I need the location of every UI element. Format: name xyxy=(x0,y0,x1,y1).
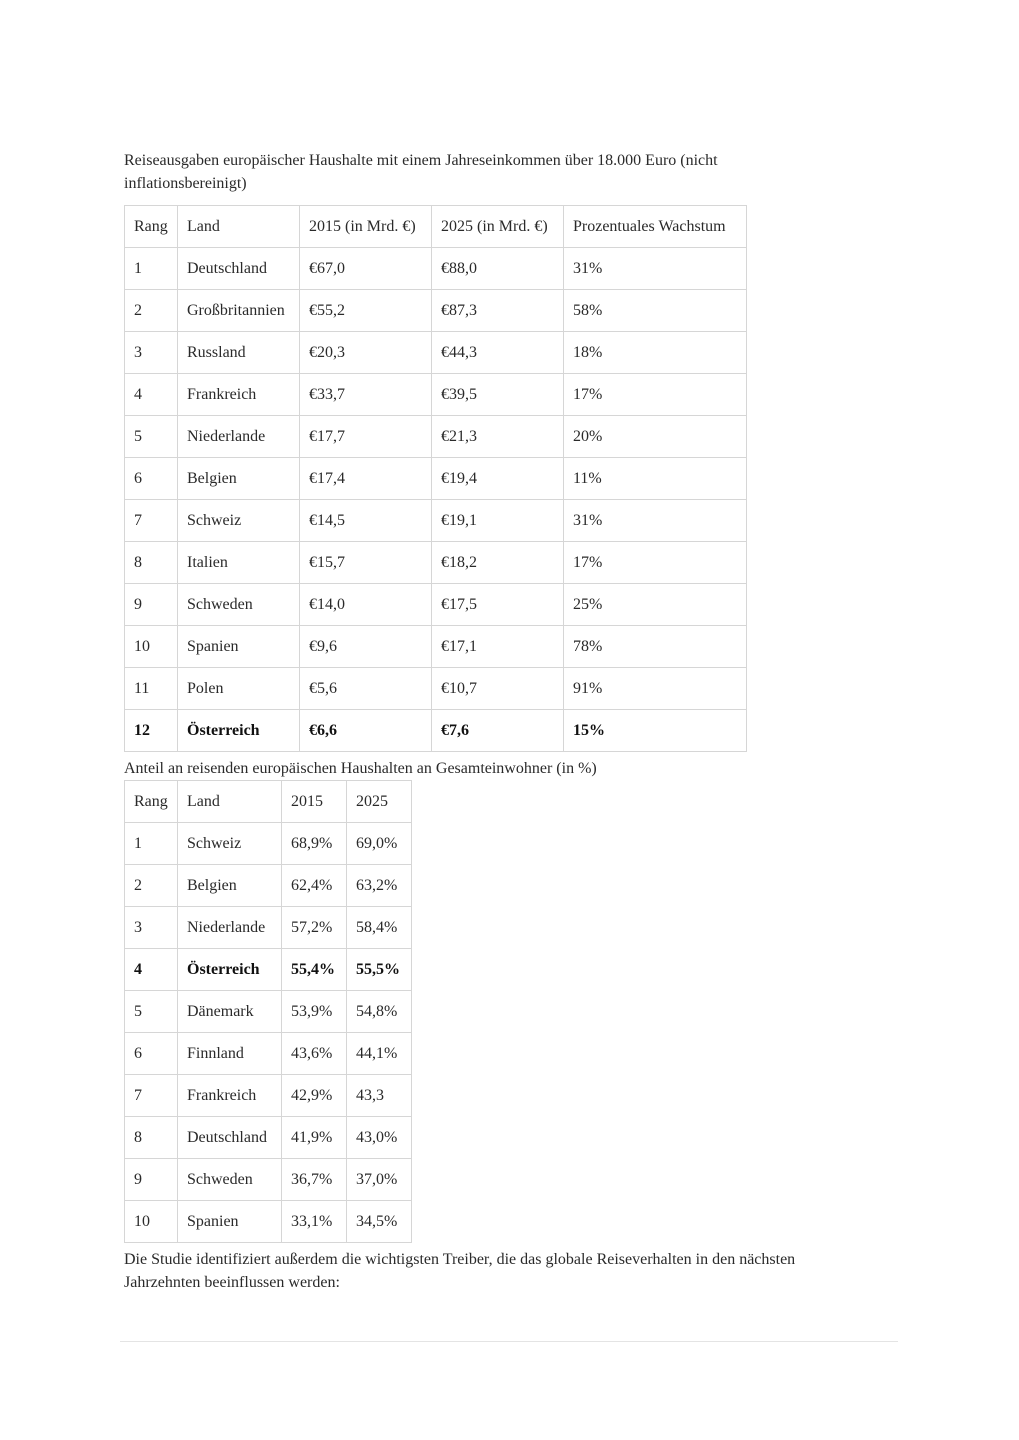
table-cell: €10,7 xyxy=(432,668,564,710)
table-cell: 55,5% xyxy=(347,949,412,991)
table-cell: 18% xyxy=(564,332,747,374)
table-cell: Schweden xyxy=(178,1159,282,1201)
header-cell-rank: Rang xyxy=(125,206,178,248)
table-cell: Belgien xyxy=(178,458,300,500)
table-cell: 2 xyxy=(125,865,178,907)
table-cell: 15% xyxy=(564,710,747,752)
table-cell: Italien xyxy=(178,542,300,584)
table-cell: €21,3 xyxy=(432,416,564,458)
table-cell: 4 xyxy=(125,949,178,991)
table-cell: Großbritannien xyxy=(178,290,300,332)
table-cell: €19,4 xyxy=(432,458,564,500)
table-cell: 11% xyxy=(564,458,747,500)
table-cell: Frankreich xyxy=(178,1075,282,1117)
table-cell: 20% xyxy=(564,416,747,458)
table-cell: €14,0 xyxy=(300,584,432,626)
table-cell: 11 xyxy=(125,668,178,710)
table-cell: Spanien xyxy=(178,1201,282,1243)
table-cell: 3 xyxy=(125,907,178,949)
table-cell: €17,5 xyxy=(432,584,564,626)
table-cell: €14,5 xyxy=(300,500,432,542)
travel-spending-table xyxy=(124,205,747,752)
table-cell: 7 xyxy=(125,500,178,542)
table-row xyxy=(125,290,747,332)
table-cell: €55,2 xyxy=(300,290,432,332)
table-cell: 4 xyxy=(125,374,178,416)
table-row-highlighted xyxy=(125,710,747,752)
table-row xyxy=(125,668,747,710)
table-cell: 5 xyxy=(125,991,178,1033)
table-cell: 42,9% xyxy=(282,1075,347,1117)
table-row xyxy=(125,248,747,290)
table-cell: €44,3 xyxy=(432,332,564,374)
table-cell: Polen xyxy=(178,668,300,710)
table-cell: Spanien xyxy=(178,626,300,668)
table-row-highlighted xyxy=(125,949,412,991)
table-cell: 57,2% xyxy=(282,907,347,949)
table-row xyxy=(125,1033,412,1075)
table-cell: 6 xyxy=(125,1033,178,1075)
header-cell-country: Land xyxy=(178,781,282,823)
table-cell: Finnland xyxy=(178,1033,282,1075)
table-cell: Deutschland xyxy=(178,1117,282,1159)
table-cell: Niederlande xyxy=(178,907,282,949)
table-row xyxy=(125,458,747,500)
table-cell: 17% xyxy=(564,374,747,416)
header-cell-growth: Prozentuales Wachstum xyxy=(564,206,747,248)
table-cell: 31% xyxy=(564,500,747,542)
header-cell-2025: 2025 (in Mrd. €) xyxy=(432,206,564,248)
table-cell: 10 xyxy=(125,626,178,668)
table-cell: 5 xyxy=(125,416,178,458)
table-cell: 43,6% xyxy=(282,1033,347,1075)
table-cell: €17,4 xyxy=(300,458,432,500)
table-cell: €5,6 xyxy=(300,668,432,710)
table-row xyxy=(125,1159,412,1201)
table-cell: 58,4% xyxy=(347,907,412,949)
table-cell: 10 xyxy=(125,1201,178,1243)
table-cell: 54,8% xyxy=(347,991,412,1033)
table-cell: €18,2 xyxy=(432,542,564,584)
table-cell: 31% xyxy=(564,248,747,290)
table-cell: €15,7 xyxy=(300,542,432,584)
header-cell-2025: 2025 xyxy=(347,781,412,823)
table-cell: 12 xyxy=(125,710,178,752)
table-cell: 68,9% xyxy=(282,823,347,865)
table-cell: €67,0 xyxy=(300,248,432,290)
table-cell: 55,4% xyxy=(282,949,347,991)
table-cell: 34,5% xyxy=(347,1201,412,1243)
table-cell: Niederlande xyxy=(178,416,300,458)
table-row xyxy=(125,584,747,626)
table-row xyxy=(125,1117,412,1159)
table-row xyxy=(125,416,747,458)
table-cell: 7 xyxy=(125,1075,178,1117)
table-cell: 41,9% xyxy=(282,1117,347,1159)
table-cell: 62,4% xyxy=(282,865,347,907)
table-cell: 43,3 xyxy=(347,1075,412,1117)
table-cell: 36,7% xyxy=(282,1159,347,1201)
table-row xyxy=(125,907,412,949)
table-cell: Belgien xyxy=(178,865,282,907)
table-cell: 91% xyxy=(564,668,747,710)
table-cell: 17% xyxy=(564,542,747,584)
table-cell: €17,1 xyxy=(432,626,564,668)
header-cell-country: Land xyxy=(178,206,300,248)
table-cell: Österreich xyxy=(178,710,300,752)
table-cell: Österreich xyxy=(178,949,282,991)
footer-divider xyxy=(120,1341,898,1342)
table-cell: 8 xyxy=(125,542,178,584)
table-cell: 9 xyxy=(125,1159,178,1201)
table-cell: 53,9% xyxy=(282,991,347,1033)
table-cell: Frankreich xyxy=(178,374,300,416)
table-row xyxy=(125,542,747,584)
table-cell: 1 xyxy=(125,823,178,865)
table-row xyxy=(125,823,412,865)
table-cell: 43,0% xyxy=(347,1117,412,1159)
travelling-households-table xyxy=(124,780,412,1243)
table-cell: 6 xyxy=(125,458,178,500)
table-row xyxy=(125,500,747,542)
table-cell: €88,0 xyxy=(432,248,564,290)
table-cell: 78% xyxy=(564,626,747,668)
table-cell: €33,7 xyxy=(300,374,432,416)
intro-paragraph xyxy=(124,149,854,195)
table-cell: Dänemark xyxy=(178,991,282,1033)
table-cell: 2 xyxy=(125,290,178,332)
table-cell: 33,1% xyxy=(282,1201,347,1243)
intro-line-1: Reiseausgaben europäischer Haushalte mit einem Jahreseinkommen über 18.000 Euro (nicht xyxy=(124,152,718,169)
table-cell: €17,7 xyxy=(300,416,432,458)
header-cell-rank: Rang xyxy=(125,781,178,823)
table-cell: 9 xyxy=(125,584,178,626)
table-cell: €9,6 xyxy=(300,626,432,668)
table-cell: 63,2% xyxy=(347,865,412,907)
table-cell: 8 xyxy=(125,1117,178,1159)
table-cell: Schweiz xyxy=(178,500,300,542)
header-cell-2015: 2015 (in Mrd. €) xyxy=(300,206,432,248)
table-cell: €20,3 xyxy=(300,332,432,374)
table-cell: 69,0% xyxy=(347,823,412,865)
table-cell: Schweiz xyxy=(178,823,282,865)
table-row xyxy=(125,374,747,416)
table-row xyxy=(125,1075,412,1117)
table-row xyxy=(125,626,747,668)
table-row xyxy=(125,865,412,907)
outro-line-1: Die Studie identifiziert außerdem die wichtigsten Treiber, die das globale Reiseverhalten in den nächsten xyxy=(124,1251,796,1268)
second-table-caption: Anteil an reisenden europäischen Haushalten an Gesamteinwohner (in %) xyxy=(124,760,597,777)
table-cell: €87,3 xyxy=(432,290,564,332)
table-cell: Deutschland xyxy=(178,248,300,290)
table-cell: 44,1% xyxy=(347,1033,412,1075)
table-cell: 37,0% xyxy=(347,1159,412,1201)
table-cell: €39,5 xyxy=(432,374,564,416)
header-cell-2015: 2015 xyxy=(282,781,347,823)
table-cell: €6,6 xyxy=(300,710,432,752)
table-cell: 58% xyxy=(564,290,747,332)
table-cell: Schweden xyxy=(178,584,300,626)
intro-line-2: inflationsbereinigt) xyxy=(124,175,247,192)
outro-line-2: Jahrzehnten beeinflussen werden: xyxy=(124,1274,340,1291)
table-cell: Russland xyxy=(178,332,300,374)
table-cell: €7,6 xyxy=(432,710,564,752)
table-cell: 3 xyxy=(125,332,178,374)
table-row xyxy=(125,991,412,1033)
table-cell: 25% xyxy=(564,584,747,626)
table-row xyxy=(125,332,747,374)
table-cell: 1 xyxy=(125,248,178,290)
table-header-row xyxy=(125,781,412,823)
outro-paragraph xyxy=(124,1248,854,1294)
table-row xyxy=(125,1201,412,1243)
table-cell: €19,1 xyxy=(432,500,564,542)
table-header-row xyxy=(125,206,747,248)
